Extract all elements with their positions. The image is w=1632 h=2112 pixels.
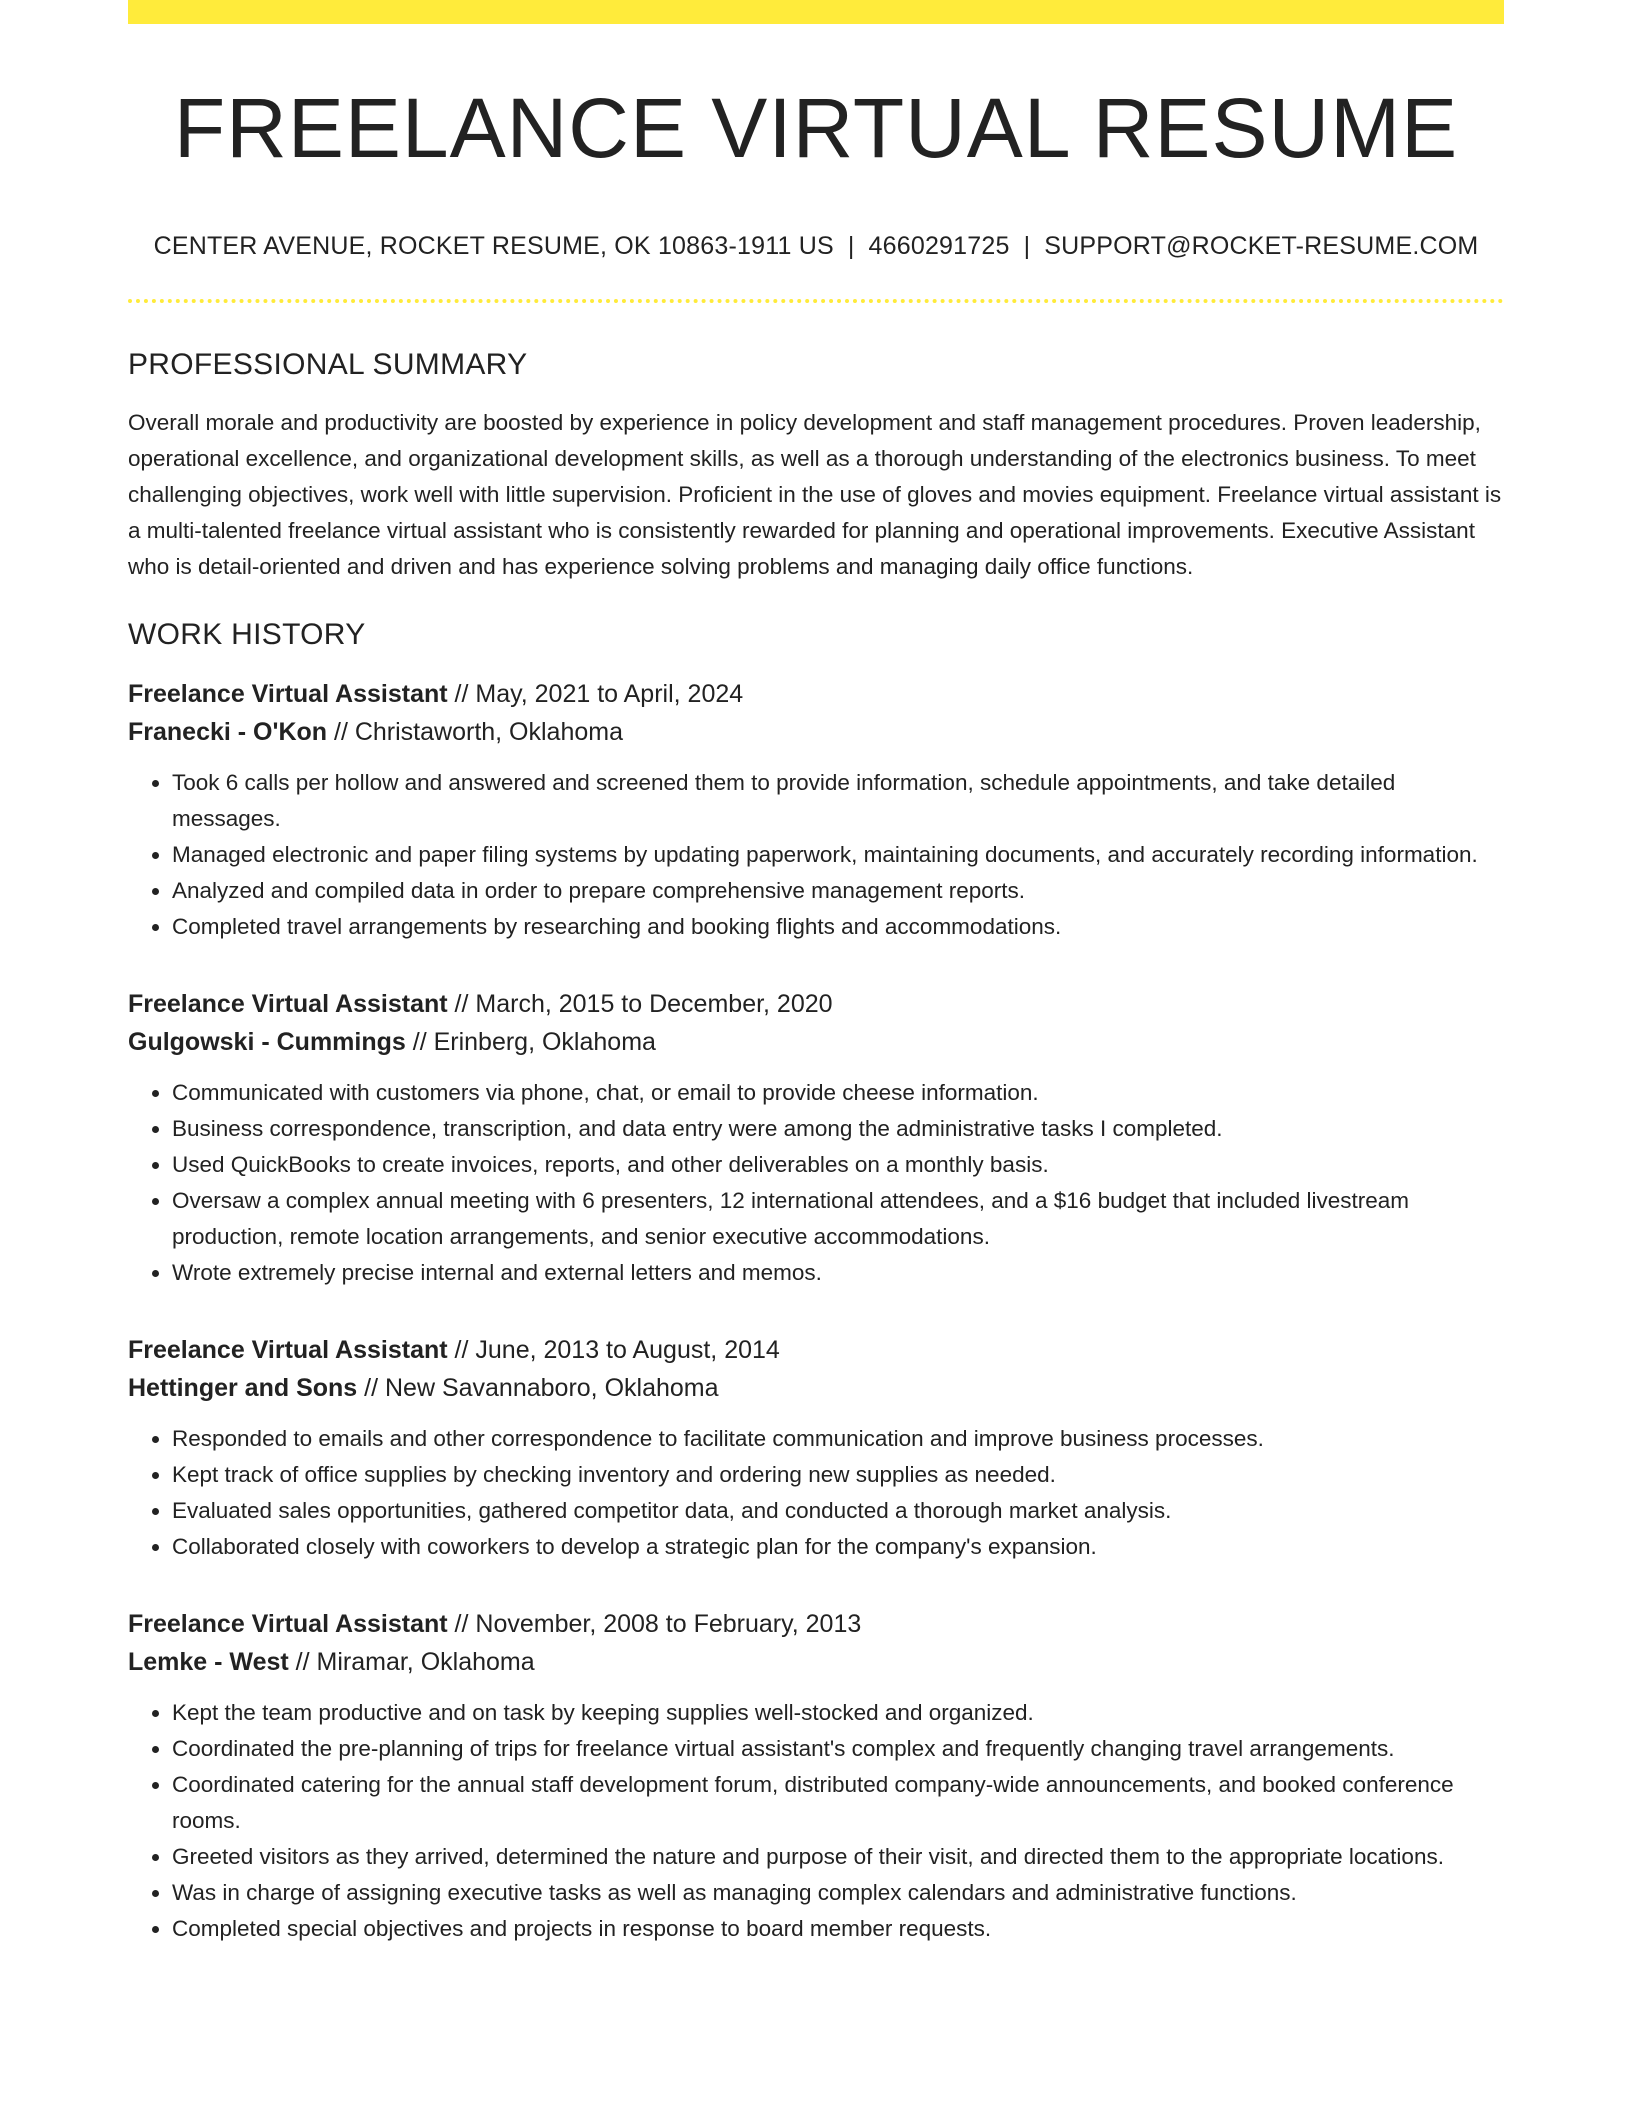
job-entry (128, 1605, 1504, 1947)
job-role: Freelance Virtual Assistant (128, 1609, 448, 1638)
bullet-item: • Greeted visitors as they arrived, determined the nature and purpose of their visit, and directed them to the appropriate locations. (172, 1839, 1504, 1875)
job-role: Freelance Virtual Assistant (128, 989, 448, 1018)
work-history-heading: WORK HISTORY (128, 617, 366, 651)
divider: // (447, 1335, 476, 1364)
bullet-item: • Wrote extremely precise internal and external letters and memos. (172, 1255, 1504, 1291)
contact-line (128, 230, 1504, 263)
bullet-item: • Was in charge of assigning executive tasks as well as managing complex calendars and administrative functions. (172, 1875, 1504, 1911)
job-company-line (128, 1023, 1504, 1061)
bullet-item: • Completed special objectives and projects in response to board member requests. (172, 1911, 1504, 1947)
job-company: Franecki - O'Kon (128, 717, 328, 746)
bullet-item: • Communicated with customers via phone, chat, or email to provide cheese information. (172, 1075, 1504, 1111)
bullet-item: • Kept track of office supplies by checking inventory and ordering new supplies as needed. (172, 1457, 1504, 1493)
job-location: Christaworth, Oklahoma (354, 717, 623, 746)
job-location: Miramar, Oklahoma (316, 1647, 535, 1676)
job-bullets (128, 1075, 1504, 1291)
bullet-item: • Used QuickBooks to create invoices, reports, and other deliverables on a monthly basis. (172, 1147, 1504, 1183)
job-company-line (128, 1643, 1504, 1681)
job-role-line (128, 675, 1504, 713)
bullet-item: • Coordinated catering for the annual staff development forum, distributed company-wide announcements, and booked conference rooms. (172, 1767, 1504, 1839)
resume-title: FREELANCE VIRTUAL RESUME (173, 81, 1459, 175)
divider: // (288, 1647, 317, 1676)
job-location: New Savannaboro, Oklahoma (384, 1373, 719, 1402)
job-dates: March, 2015 to December, 2020 (475, 989, 833, 1018)
job-entry (128, 675, 1504, 945)
bullet-item: • Kept the team productive and on task by keeping supplies well-stocked and organized. (172, 1695, 1504, 1731)
resume-page (128, 0, 1504, 1947)
job-role: Freelance Virtual Assistant (128, 679, 448, 708)
job-role-line (128, 985, 1504, 1023)
divider: // (357, 1373, 385, 1402)
job-role-line (128, 1605, 1504, 1643)
dotted-divider (128, 299, 1504, 303)
bullet-item: • Analyzed and compiled data in order to prepare comprehensive management reports. (172, 873, 1504, 909)
job-dates: June, 2013 to August, 2014 (475, 1335, 780, 1364)
bullet-item: • Managed electronic and paper filing systems by updating paperwork, maintaining documents, and accurately recording information. (172, 837, 1504, 873)
contact-email: SUPPORT@ROCKET-RESUME.COM (1044, 232, 1479, 261)
contact-phone: 4660291725 (868, 232, 1010, 261)
job-entry (128, 985, 1504, 1291)
job-company: Lemke - West (128, 1647, 289, 1676)
job-company-line (128, 1369, 1504, 1407)
divider: // (447, 989, 476, 1018)
divider: // (447, 679, 476, 708)
divider: // (327, 717, 355, 746)
bullet-item: • Took 6 calls per hollow and answered and screened them to provide information, schedule appointments, and take detailed messages. (172, 765, 1504, 837)
divider: // (405, 1027, 434, 1056)
job-company: Hettinger and Sons (128, 1373, 358, 1402)
job-role-line (128, 1331, 1504, 1369)
contact-separator: | (1023, 232, 1031, 261)
accent-top-bar (128, 0, 1504, 24)
job-dates: November, 2008 to February, 2013 (475, 1609, 862, 1638)
job-bullets (128, 765, 1504, 945)
summary-heading: PROFESSIONAL SUMMARY (128, 347, 528, 381)
contact-separator: | (847, 232, 855, 261)
job-company: Gulgowski - Cummings (128, 1027, 406, 1056)
job-entry (128, 1331, 1504, 1565)
job-role: Freelance Virtual Assistant (128, 1335, 448, 1364)
divider: // (447, 1609, 476, 1638)
work-history-list (128, 675, 1504, 1947)
bullet-item: • Evaluated sales opportunities, gathered competitor data, and conducted a thorough market analysis. (172, 1493, 1504, 1529)
bullet-item: • Business correspondence, transcription, and data entry were among the administrative tasks I completed. (172, 1111, 1504, 1147)
job-dates: May, 2021 to April, 2024 (475, 679, 744, 708)
job-company-line (128, 713, 1504, 751)
job-bullets (128, 1695, 1504, 1947)
contact-address: CENTER AVENUE, ROCKET RESUME, OK 10863-1911 US (153, 232, 834, 261)
job-bullets (128, 1421, 1504, 1565)
job-location: Erinberg, Oklahoma (433, 1027, 656, 1056)
bullet-item: • Coordinated the pre-planning of trips for freelance virtual assistant's complex and frequently changing travel arrangements. (172, 1731, 1504, 1767)
bullet-item: • Collaborated closely with coworkers to develop a strategic plan for the company's expansion. (172, 1529, 1504, 1565)
summary-text: Overall morale and productivity are boosted by experience in policy development and staff management procedures. Proven leadership, operational excellence, and organizational development skills, as well as a thorough understanding of the electronics business. To meet challenging objectives, work well with little supervision. Proficient in the use of gloves and movies equipment. Freelance virtual assistant is a multi-talented freelance virtual assistant who is consistently rewarded for planning and operational improvements. Executive Assistant who is detail-oriented and driven and has experience solving problems and managing daily office functions. (128, 409, 1502, 579)
bullet-item: • Completed travel arrangements by researching and booking flights and accommodations. (172, 909, 1504, 945)
bullet-item: • Responded to emails and other correspondence to facilitate communication and improve business processes. (172, 1421, 1504, 1457)
bullet-item: • Oversaw a complex annual meeting with 6 presenters, 12 international attendees, and a $16 budget that included livestream production, remote location arrangements, and senior executive accommodations. (172, 1183, 1504, 1255)
